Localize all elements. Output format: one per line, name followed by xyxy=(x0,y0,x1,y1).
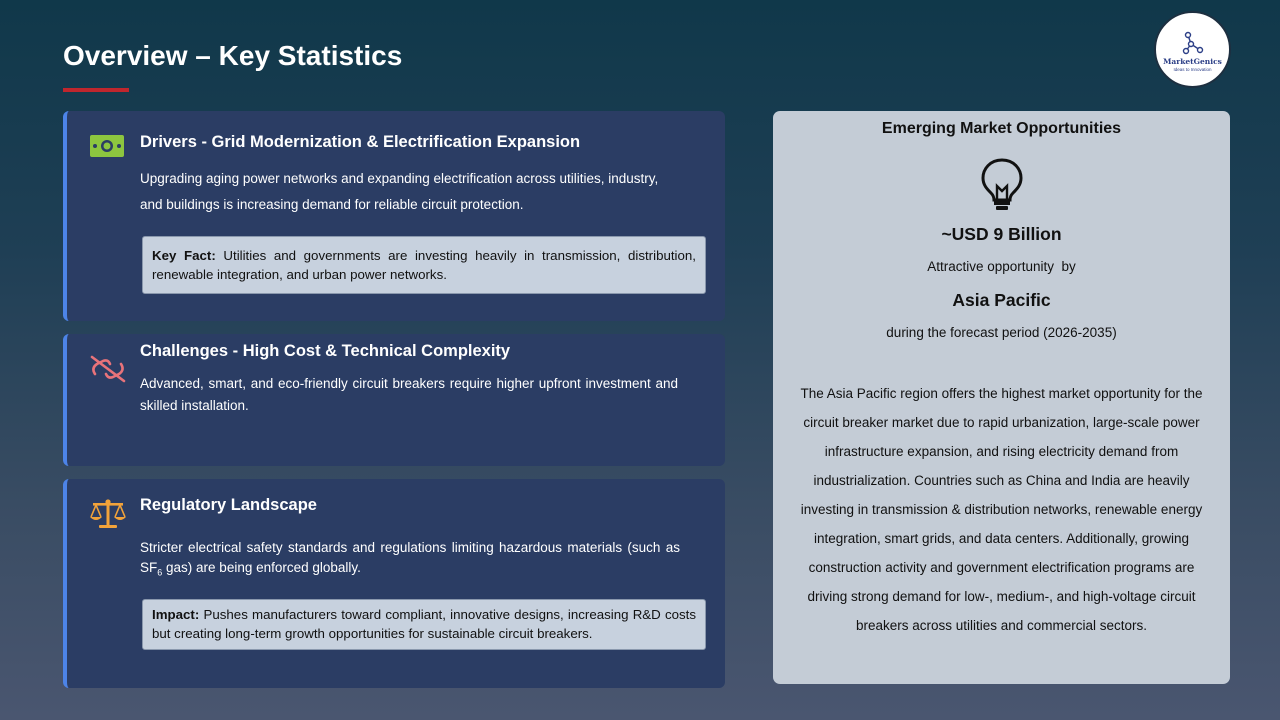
impact-text: Pushes manufacturers toward compliant, innovative designs, increasing R&D costs but creating long-term growth opportunities for sustainable circuit breakers. xyxy=(152,607,696,641)
money-icon xyxy=(89,132,125,160)
drivers-heading: Drivers - Grid Modernization & Electrification Expansion xyxy=(140,133,581,151)
drivers-body-line1: Upgrading aging power networks and expanding electrification across utilities, industry, xyxy=(140,171,659,186)
opportunity-panel xyxy=(773,111,1230,684)
impact-box xyxy=(142,599,706,650)
regulatory-body xyxy=(140,538,680,583)
broken-link-icon xyxy=(89,354,127,384)
page-title: Overview – Key Statistics xyxy=(63,40,403,71)
opportunity-region: Asia Pacific xyxy=(952,290,1051,310)
lightbulb-icon xyxy=(979,157,1025,211)
network-icon xyxy=(1182,31,1204,55)
drivers-card xyxy=(63,111,725,321)
logo-name: MarketGenics xyxy=(1163,57,1222,66)
opportunity-heading: Emerging Market Opportunities xyxy=(881,120,1122,137)
logo-tagline: Ideas to Innovation xyxy=(1173,67,1212,72)
regulatory-heading: Regulatory Landscape xyxy=(140,496,317,514)
key-fact-box xyxy=(142,236,706,294)
challenges-body: Advanced, smart, and eco-friendly circuit breakers require higher upfront investment and skilled installation. xyxy=(140,376,678,413)
impact-label: Impact: xyxy=(152,607,200,622)
challenges-card xyxy=(63,334,725,466)
regulatory-card xyxy=(63,479,725,688)
key-fact-label: Key Fact: xyxy=(152,248,216,263)
logo xyxy=(1154,11,1231,88)
challenges-heading: Challenges - High Cost & Technical Complexity xyxy=(140,342,511,360)
drivers-body-line2: and buildings is increasing demand for reliable circuit protection. xyxy=(140,197,524,212)
opportunity-period: during the forecast period (2026-2035) xyxy=(886,325,1117,340)
regulatory-body-pre: Stricter electrical safety standards and regulations limiting hazardous materials (such as SF xyxy=(140,540,680,575)
key-fact-text: Utilities and governments are investing heavily in transmission, distribution, renewable integration, and urban power networks. xyxy=(152,248,696,282)
scales-icon xyxy=(89,498,127,530)
regulatory-body-sub: 6 xyxy=(157,567,163,578)
opportunity-amount: ~USD 9 Billion xyxy=(941,224,1062,244)
opportunity-description: The Asia Pacific region offers the highest market opportunity for the circuit breaker market due to rapid urbanization, large-scale power infrastructure expansion, and rising electricity demand from industrialization. Countries such as China and India are heavily investing in transmission & distribution networks, renewable energy integration, smart grids, and data centers. Additionally, growing construction activity and government electrification programs are driving strong demand for low-, medium-, and high-voltage circuit breakers across utilities and commercial sectors. xyxy=(800,386,1203,633)
title-underline xyxy=(63,88,129,92)
opportunity-attractive: Attractive opportunity by xyxy=(927,259,1076,274)
regulatory-body-post: gas) are being enforced globally. xyxy=(162,559,361,575)
